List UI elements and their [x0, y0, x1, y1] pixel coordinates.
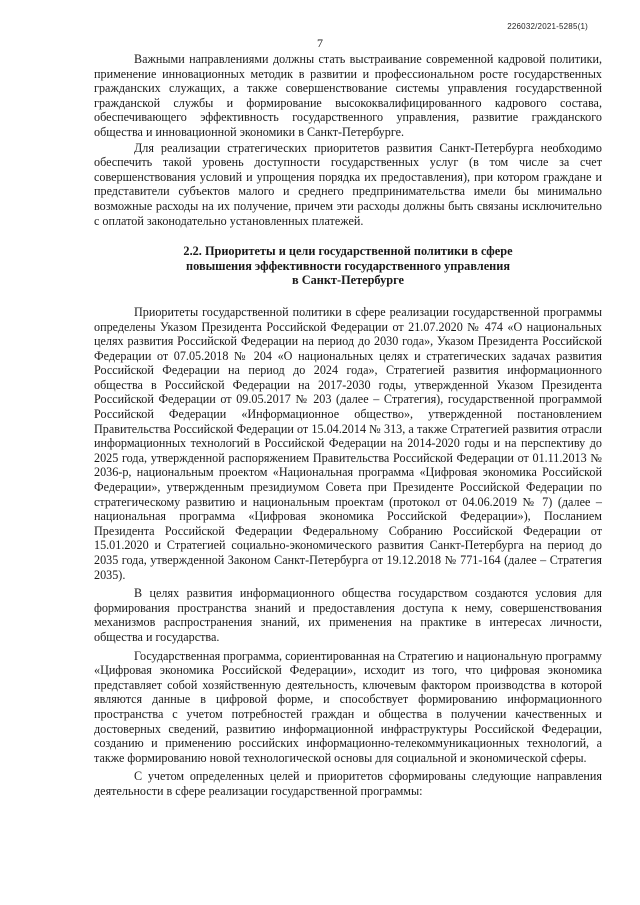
document-body	[94, 52, 602, 800]
paragraph-personnel-policy: Важными направлениями должны стать выстраивание современной кадровой политики, применение инновационных методик в развитии и профессиональном росте государственных гражданских служащих, а также совершенствование системы управления государственной гражданской службы и формирование высококвалифицированного кадрового состава, обеспечивающего эффективность государственного управления, развитие гражданского общества и инновационной экономики в Санкт-Петербурге.	[94, 52, 602, 139]
paragraph-digital-economy: Государственная программа, сориентированная на Стратегию и национальную программу «Цифровая экономика Российской Федерации», исходит из того, что цифровая экономика представляет собой хозяйственную деятельность, ключевым фактором производства в которой являются данные в цифровой форме, и способствует формированию информационного пространства с учетом потребностей граждан и общества в получении качественных и достоверных сведений, развитию информационной инфраструктуры Российской Федерации, созданию и применению российских информационно-телекоммуникационных технологий, а также формированию новой технологической основы для социальной и экономической сферы.	[94, 648, 602, 765]
paragraph-public-services-access: Для реализации стратегических приоритетов развития Санкт-Петербурга необходимо обеспечить такой уровень доступности государственных услуг (в том числе за счет совершенствования условий и упрощения порядка их предоставления), при котором граждане и представители субъектов малого и среднего предпринимательства имели бы минимально возможные расходы на их получение, причем эти расходы должны быть связаны исключительно с оплатой законодательно установленных платежей.	[94, 140, 602, 228]
section-heading-line: 2.2. Приоритеты и цели государственной политики в сфере	[183, 244, 513, 259]
section-heading	[94, 244, 602, 288]
paragraph-directions-intro: С учетом определенных целей и приоритетов сформированы следующие направления деятельности в сфере реализации государственной программы:	[94, 769, 602, 798]
section-heading-line: повышения эффективности государственного управления	[186, 258, 510, 273]
section-heading-line: в Санкт-Петербурге	[292, 273, 404, 288]
document-registration-number: 226032/2021-5285(1)	[507, 22, 588, 31]
paragraph-information-society: В целях развития информационного общества государством создаются условия для формирования пространства знаний и предоставления доступа к нему, совершенствования механизмов распространения знаний, их применения на практике в интересах личности, общества и государства.	[94, 586, 602, 644]
paragraph-policy-priorities: Приоритеты государственной политики в сфере реализации государственной программы определены Указом Президента Российской Федерации от 21.07.2020 № 474 «О национальных целях развития Российской Федерации на период до 2030 года», Указом Президента Российской Федерации от 07.05.2018 № 204 «О национальных целях и стратегических задачах развития Российской Федерации на период до 2024 года», Стратегией развития информационного общества в Российской Федерации на 2017-2030 годы, утвержденной Указом Президента Российской Федерации от 09.05.2017 № 203 (далее – Стратегия), государственной программой Российской Федерации «Информационное общество», утвержденной постановлением Правительства Российской Федерации от 15.04.2014 № 313, а также Стратегией развития отрасли информационных технологий в Российской Федерации на 2014-2020 годы и на перспективу до 2025 года, утвержденной распоряжением Правительства Российской Федерации от 01.11.2013 № 2036-р, национальным проектом «Национальная программа «Цифровая экономика Российской Федерации», утвержденным президиумом Совета при Президенте Российской Федерации по стратегическому развитию и национальным проектам (протокол от 04.06.2019 № 7) (далее – национальная программа «Цифровая экономика Российской Федерации»), Посланием Президента Российской Федерации Федеральному Собранию Российской Федерации от 15.01.2020 и Стратегией социально-экономического развития Санкт-Петербурга на период до 2035 года, утвержденной Законом Санкт-Петербурга от 19.12.2018 № 771-164 (далее – Стратегия 2035).	[94, 304, 602, 582]
page-number: 7	[317, 36, 323, 50]
